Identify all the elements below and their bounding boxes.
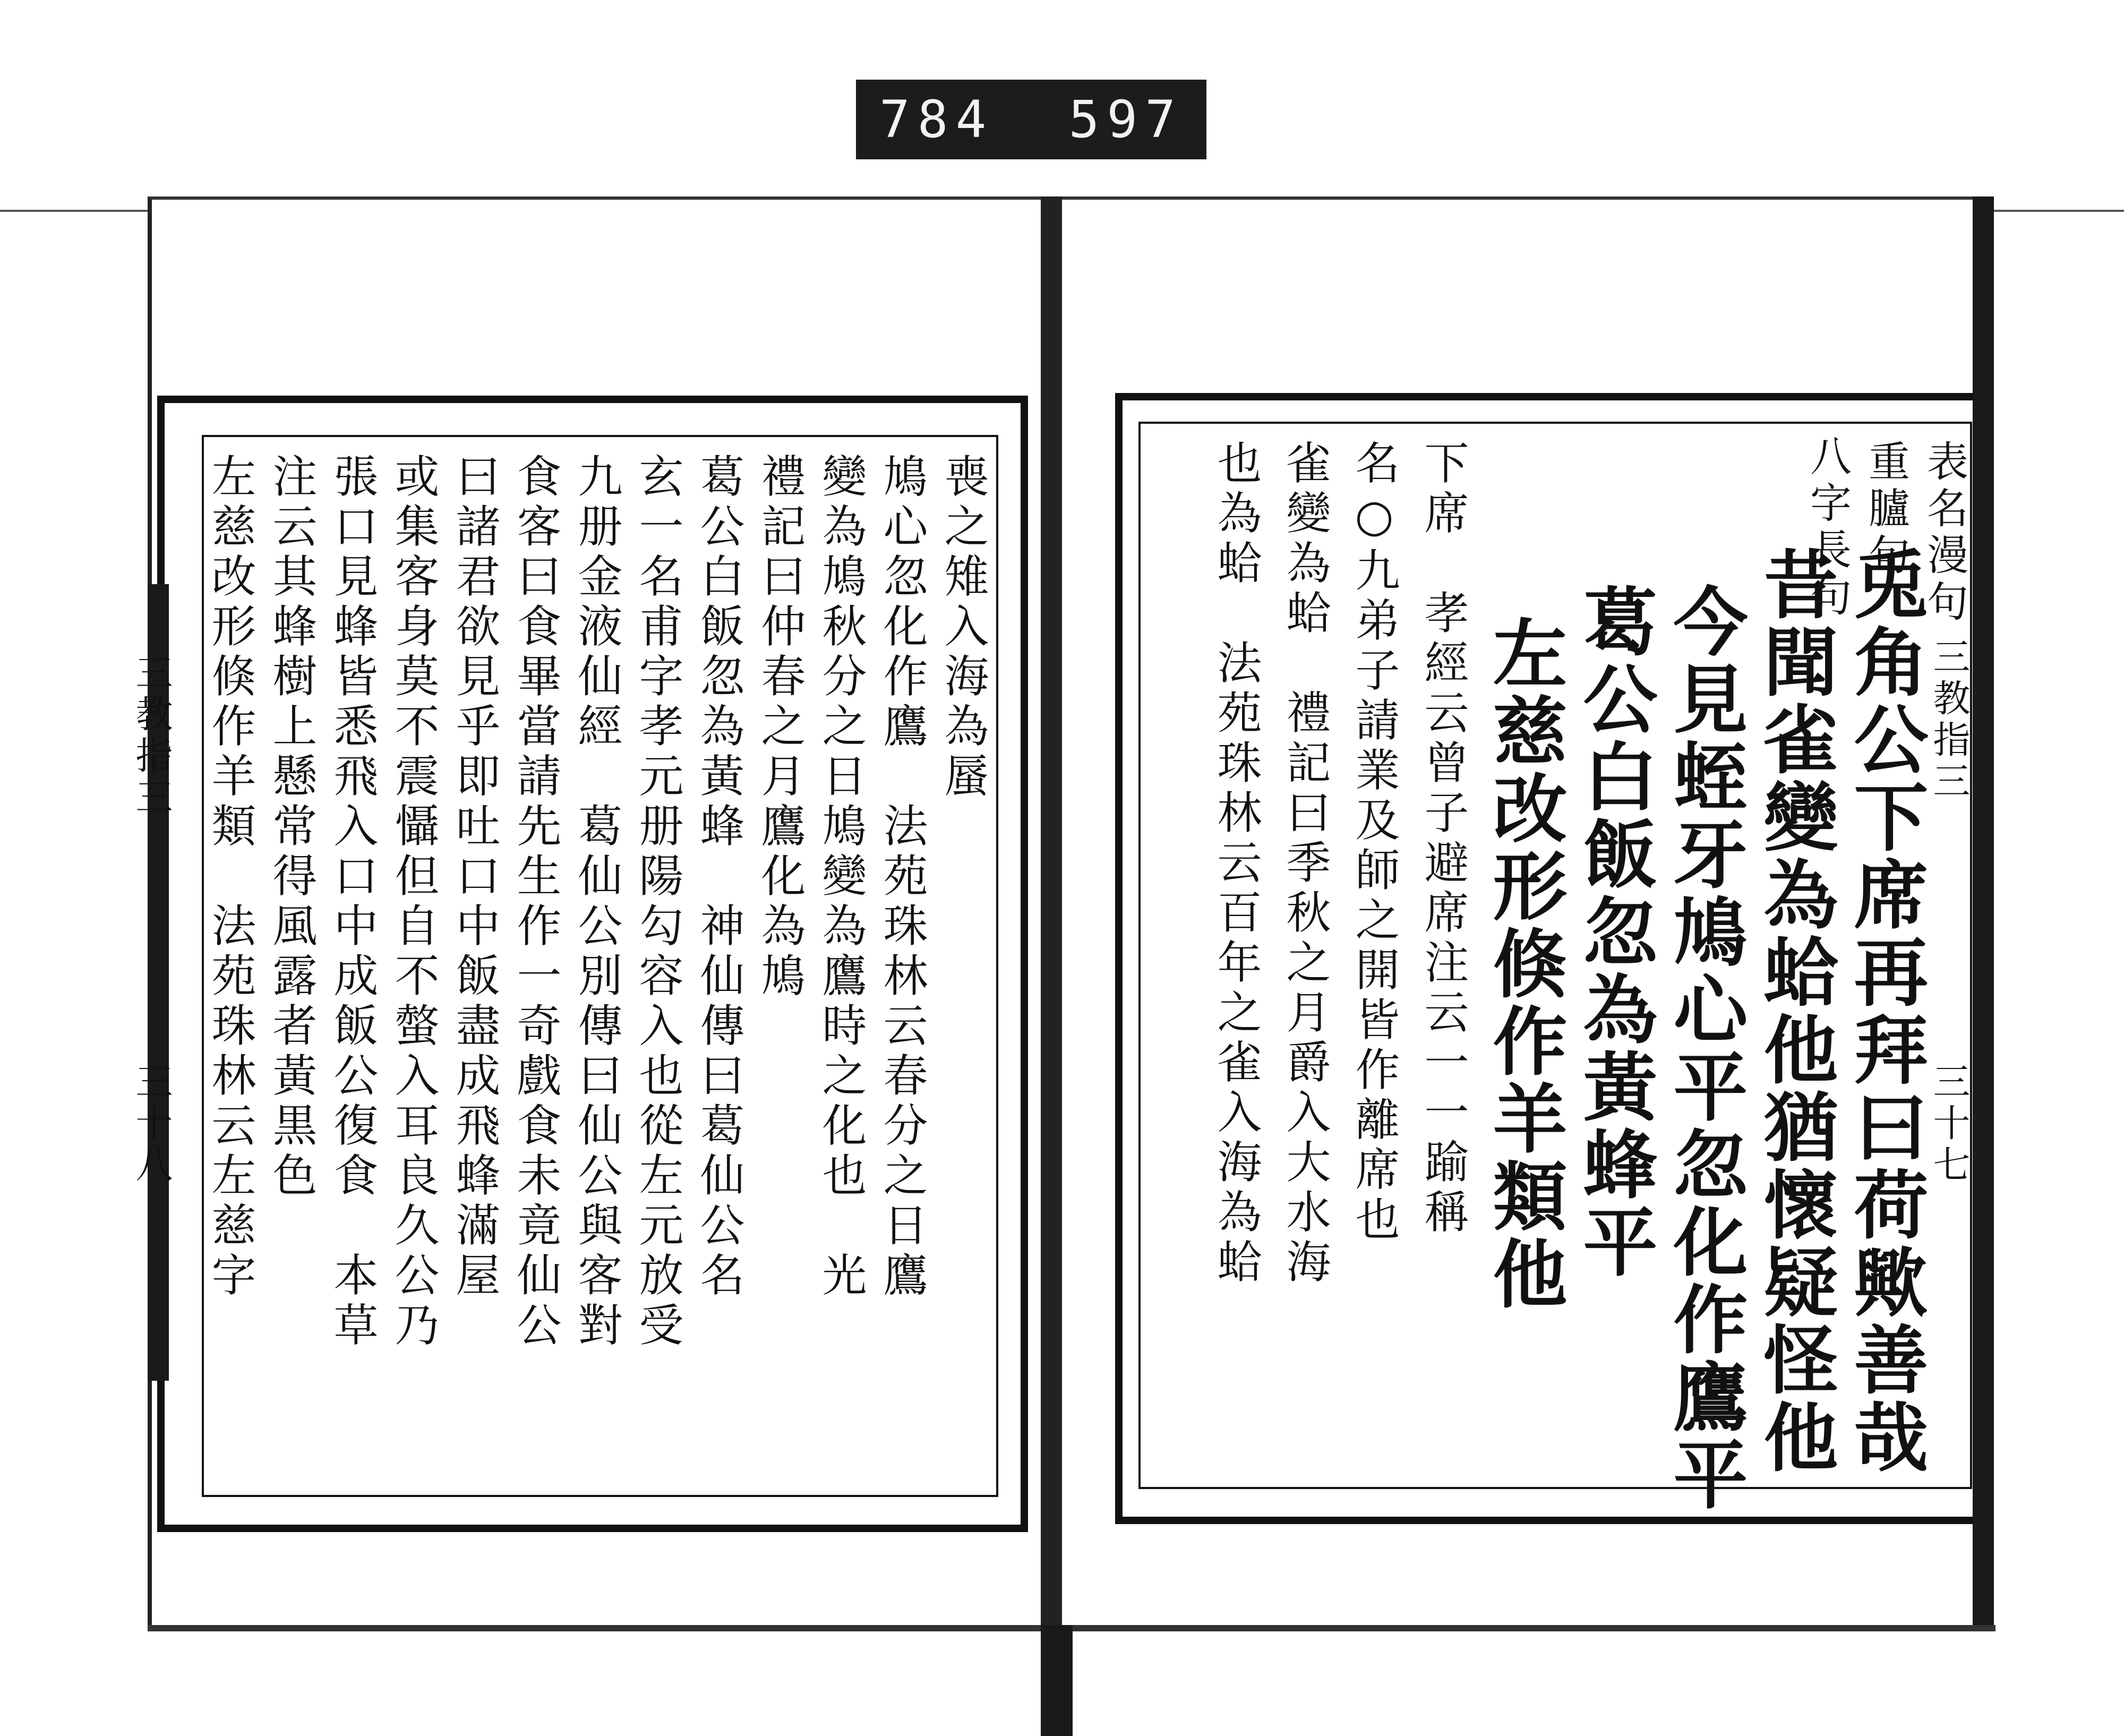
left-col-7: 九册金液仙經 葛仙公別傳曰仙公與客對 — [571, 453, 623, 1352]
left-col-2: 鳩心忽化作鷹 法苑珠林云春分之日鷹 — [876, 453, 928, 1302]
right-col-6: 今見蛭牙鳩心平忽化作鷹平 — [1661, 583, 1748, 1513]
right-spine-page-number: 三十七 — [1927, 1062, 1971, 1186]
right-col-10: 名○九弟子請業及師之開皆作離席也 — [1348, 440, 1400, 1246]
left-col-13: 左慈改形倏作羊類 法苑珠林云左慈字 — [204, 453, 256, 1302]
right-col-8: 左慈改形倏作羊類他 — [1480, 615, 1568, 1313]
left-col-12: 注云其蜂樹上懸常得風露者黃黒色 — [266, 453, 318, 1202]
left-col-10: 或集客身莫不震懾但自不螫入耳良久公乃 — [388, 453, 440, 1352]
left-col-11: 張口見蜂皆悉飛入口中成飯公復食 本草 — [327, 453, 379, 1352]
binding-bottom — [1041, 1625, 1073, 1736]
right-col-1: 表名漫句 — [1920, 440, 1968, 627]
left-col-1: 喪之雉入海為蜃 — [937, 453, 989, 802]
scan-number-label — [856, 80, 1206, 159]
right-spine-bar — [1973, 196, 1994, 1625]
right-text-block — [1138, 422, 1972, 1513]
right-page-frame — [1115, 393, 1986, 1524]
right-col-2: 重臚句 — [1862, 440, 1909, 580]
left-col-4: 禮記曰仲春之月鷹化為鳩 — [754, 453, 806, 1002]
left-col-6: 玄一名甫字孝元册陽勾容入也從左元放受 — [632, 453, 684, 1352]
left-col-9: 曰諸君欲見乎即吐口中飯盡成飛蜂滿屋 — [449, 453, 501, 1302]
center-gutter — [1041, 196, 1062, 1731]
left-col-8: 食客曰食畢當請先生作一奇戲食未竟仙公 — [510, 453, 562, 1352]
right-col-9: 下席 孝經云曾子避席注云一一踰稱 — [1417, 440, 1469, 1238]
right-col-12: 也為蛤 法苑珠林云百年之雀入海為蛤 — [1210, 440, 1262, 1288]
right-col-5: 昔聞雀變為蛤他猶懷疑怪他 — [1751, 546, 1838, 1476]
left-spine-page-number: 三十八 — [130, 1062, 173, 1186]
right-spine-title: 三教指三 — [1927, 637, 1971, 803]
left-page-frame — [157, 396, 1028, 1532]
right-col-11: 雀變為蛤 禮記曰季秋之月爵入大水海 — [1279, 440, 1331, 1288]
right-col-4: 兎角公下席再拜曰荷歟善哉 — [1842, 546, 1929, 1476]
right-col-7: 葛公白飯忽為黃蜂平 — [1571, 583, 1658, 1281]
scan-number-left: 784 — [879, 90, 994, 149]
left-col-5: 葛公白飯忽為黃蜂 神仙傳曰葛仙公名 — [693, 453, 745, 1302]
scan-number-right: 597 — [1068, 90, 1183, 149]
right-col-3: 八字長句 — [1803, 434, 1851, 621]
left-spine-title: 三教指三 — [130, 653, 173, 819]
left-text-block — [202, 435, 998, 1497]
left-col-3: 變為鳩秋分之日鳩變為鷹時之化也 光 — [815, 453, 867, 1302]
